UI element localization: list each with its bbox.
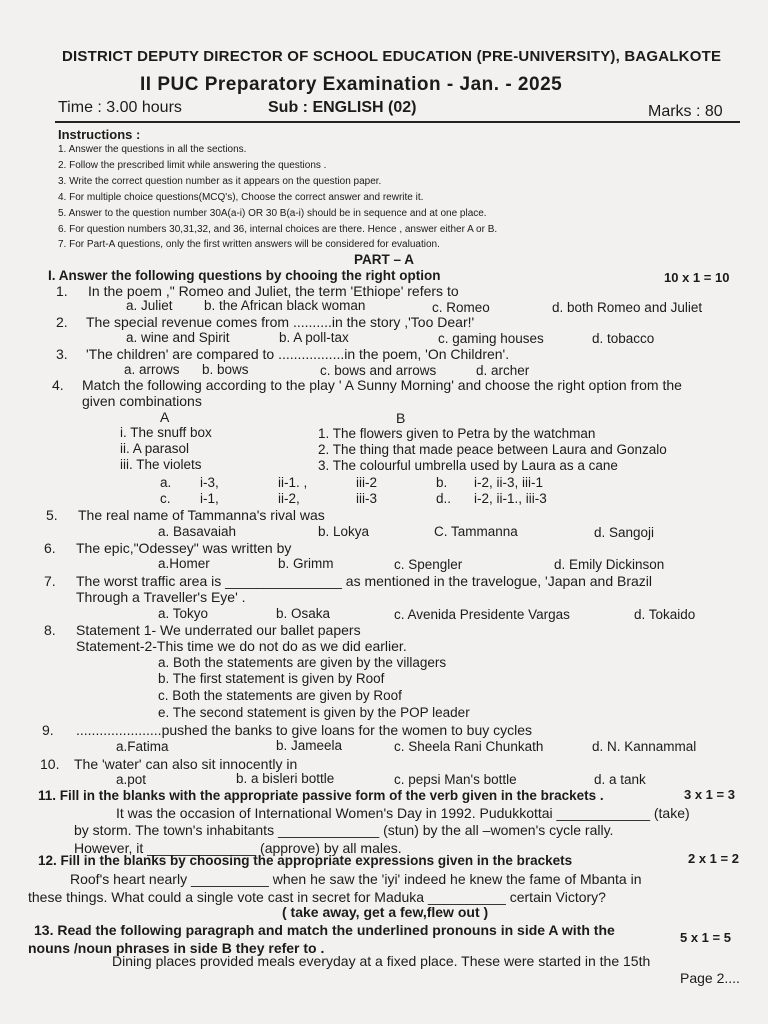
question-text: The real name of Tammanna's rival was [78, 507, 325, 523]
option-d: d. Sangoji [594, 525, 655, 540]
option-d: d. Tokaido [634, 607, 696, 622]
option-a: a. Tokyo [158, 606, 209, 621]
option-d: d. both Romeo and Juliet [552, 300, 703, 315]
q11-heading: 11. Fill in the blanks with the appropriate passive form of the verb given in the brackets . [38, 788, 604, 803]
part-a-title: PART – A [354, 252, 415, 267]
section-1-marks: 10 x 1 = 10 [664, 270, 730, 285]
match-b-item: 2. The thing that made peace between Laura and Gonzalo [318, 442, 667, 457]
instruction-item: 5. Answer to the question number 30A(a-i) OR 30 B(a-i) should be in sequence and at one place. [58, 208, 487, 219]
option-c: c. Romeo [432, 300, 490, 315]
option-b: b. bows [202, 362, 249, 377]
q11-marks: 3 x 1 = 3 [684, 787, 735, 802]
question-number: 7. [44, 573, 56, 589]
option-d-part: i-2, ii-1., iii-3 [474, 491, 547, 506]
option-b: b. the African black woman [204, 298, 366, 313]
option-d: d.. [436, 491, 452, 506]
q13-heading: 13. Read the following paragraph and match the underlined pronouns in side A with the [34, 922, 615, 938]
instructions-title: Instructions : [58, 127, 141, 142]
option-c-part: iii-3 [356, 491, 378, 506]
option-b: b. [436, 475, 448, 490]
option-e: e. The second statement is given by the POP leader [158, 705, 470, 720]
option-b: b. A poll-tax [279, 330, 349, 345]
header-rule [55, 121, 740, 123]
q12-heading: 12. Fill in the blanks by choosing the appropriate expressions given in the brackets [38, 853, 573, 868]
match-a-item: i. The snuff box [120, 425, 212, 440]
question-text: The worst traffic area is _______________ as mentioned in the travelogue, 'Japan and Brazil [76, 573, 653, 589]
instruction-item: 7. For Part-A questions, only the first written answers will be considered for evaluation. [58, 239, 440, 250]
option-a: a.pot [116, 772, 147, 787]
time-label: Time : 3.00 hours [58, 99, 182, 116]
question-number: 5. [46, 507, 58, 523]
page-indicator: Page 2.... [680, 970, 740, 986]
option-c: c. Avenida Presidente Vargas [394, 607, 570, 622]
question-number: 10. [40, 756, 60, 772]
exam-title: II PUC Preparatory Examination - Jan. - 2025 [140, 74, 563, 95]
option-c: C. Tammanna [434, 524, 518, 539]
question-text: In the poem ," Romeo and Juliet, the term 'Ethiope' refers to [88, 283, 459, 299]
option-b-part: i-2, ii-3, iii-1 [474, 475, 544, 490]
option-a: a. Basavaiah [158, 524, 237, 539]
question-number: 6. [44, 540, 56, 556]
option-a: a. Juliet [126, 298, 173, 313]
option-c: c. Sheela Rani Chunkath [394, 739, 544, 754]
option-b: b. The first statement is given by Roof [158, 671, 385, 686]
option-c: c. gaming houses [438, 331, 544, 346]
question-text: The epic,"Odessey" was written by [76, 540, 292, 556]
q11-line: by storm. The town's inhabitants _____________ (stun) by the all –women's cycle rally. [74, 822, 614, 838]
statement-2: Statement-2-This time we do not do as we did earlier. [76, 638, 407, 654]
instruction-item: 2. Follow the prescribed limit while answering the questions . [58, 160, 327, 171]
match-a-item: ii. A parasol [120, 441, 190, 456]
option-c: c. bows and arrows [320, 363, 437, 378]
option-a: a. wine and Spirit [126, 330, 230, 345]
question-number: 4. [52, 377, 64, 393]
q12-marks: 2 x 1 = 2 [688, 851, 739, 866]
q11-line: However, it ______________ (approve) by all males. [74, 840, 402, 856]
option-d: d. Emily Dickinson [554, 557, 665, 572]
question-number: 3. [56, 346, 68, 362]
match-b-item: 1. The flowers given to Petra by the watchman [318, 426, 596, 441]
column-a-header: A [160, 409, 170, 425]
q12-choices: ( take away, get a few,flew out ) [282, 904, 489, 920]
subject-label: Sub : ENGLISH (02) [268, 99, 417, 116]
column-b-header: B [396, 410, 406, 426]
instruction-item: 3. Write the correct question number as it appears on the question paper. [58, 176, 382, 187]
option-a: a.Fatima [116, 739, 169, 754]
option-b: b. Jameela [276, 738, 343, 753]
q13-heading: nouns /noun phrases in side B they refer to . [28, 940, 325, 956]
question-text: Through a Traveller's Eye' . [76, 589, 246, 605]
option-c: c. [160, 491, 171, 506]
question-number: 9. [42, 722, 54, 738]
option-c: c. Both the statements are given by Roof [158, 688, 402, 703]
question-number: 2. [56, 314, 68, 330]
q11-line: It was the occasion of International Women's Day in 1992. Pudukkottai ____________ (take) [116, 805, 690, 821]
option-d: d. N. Kannammal [592, 739, 697, 754]
q13-marks: 5 x 1 = 5 [680, 930, 731, 945]
question-text: given combinations [82, 393, 202, 409]
question-text: 'The children' are compared to .................in the poem, 'On Children'. [86, 346, 510, 362]
option-d: d. tobacco [592, 331, 655, 346]
option-b: b. Grimm [278, 556, 334, 571]
instruction-item: 6. For question numbers 30,31,32, and 36, internal choices are there. Hence , answer either A or B. [58, 224, 498, 235]
option-d: d. a tank [594, 772, 646, 787]
option-c: c. Spengler [394, 557, 463, 572]
option-b: b. Lokya [318, 524, 370, 539]
q12-line: these things. What could a single vote cast in secret for Maduka __________ certain Victory? [28, 889, 606, 905]
statement-1: Statement 1- We underrated our ballet papers [76, 622, 361, 638]
option-a-part: i-3, [200, 475, 219, 490]
option-c-part: ii-2, [278, 491, 300, 506]
question-text: The special revenue comes from ..........in the story ,'Too Dear!' [86, 314, 475, 330]
match-a-item: iii. The violets [120, 457, 202, 472]
question-number: 1. [56, 283, 68, 299]
marks-label: Marks : 80 [648, 103, 723, 120]
option-c-part: i-1, [200, 491, 219, 506]
question-text: ......................pushed the banks to give loans for the women to buy cycles [76, 722, 533, 738]
instruction-item: 1. Answer the questions in all the sections. [58, 144, 247, 155]
option-a: a. [160, 475, 172, 490]
office-heading: DISTRICT DEPUTY DIRECTOR OF SCHOOL EDUCATION (PRE-UNIVERSITY), BAGALKOTE [62, 48, 722, 65]
section-1-heading: I. Answer the following questions by chooing the right option [48, 268, 441, 283]
question-number: 8. [44, 622, 56, 638]
option-a: a. Both the statements are given by the villagers [158, 655, 447, 670]
question-text: Match the following according to the play ' A Sunny Morning' and choose the right option from the [82, 377, 682, 393]
question-text: The 'water' can also sit innocently in [74, 756, 298, 772]
instruction-item: 4. For multiple choice questions(MCQ's), Choose the correct answer and rewrite it. [58, 192, 424, 203]
option-b: b. a bisleri bottle [236, 771, 335, 786]
option-a: a.Homer [158, 556, 210, 571]
option-d: d. archer [476, 363, 530, 378]
q13-line: Dining places provided meals everyday at a fixed place. These were started in the 15th [112, 953, 651, 969]
option-c: c. pepsi Man's bottle [394, 772, 517, 787]
match-b-item: 3. The colourful umbrella used by Laura as a cane [318, 458, 618, 473]
option-a-part: iii-2 [356, 475, 378, 490]
q12-line: Roof's heart nearly __________ when he saw the 'iyi' indeed he knew the fame of Mbanta in [70, 871, 642, 887]
option-a: a. arrows [124, 362, 180, 377]
option-a-part: ii-1. , [278, 475, 308, 490]
option-b: b. Osaka [276, 606, 331, 621]
